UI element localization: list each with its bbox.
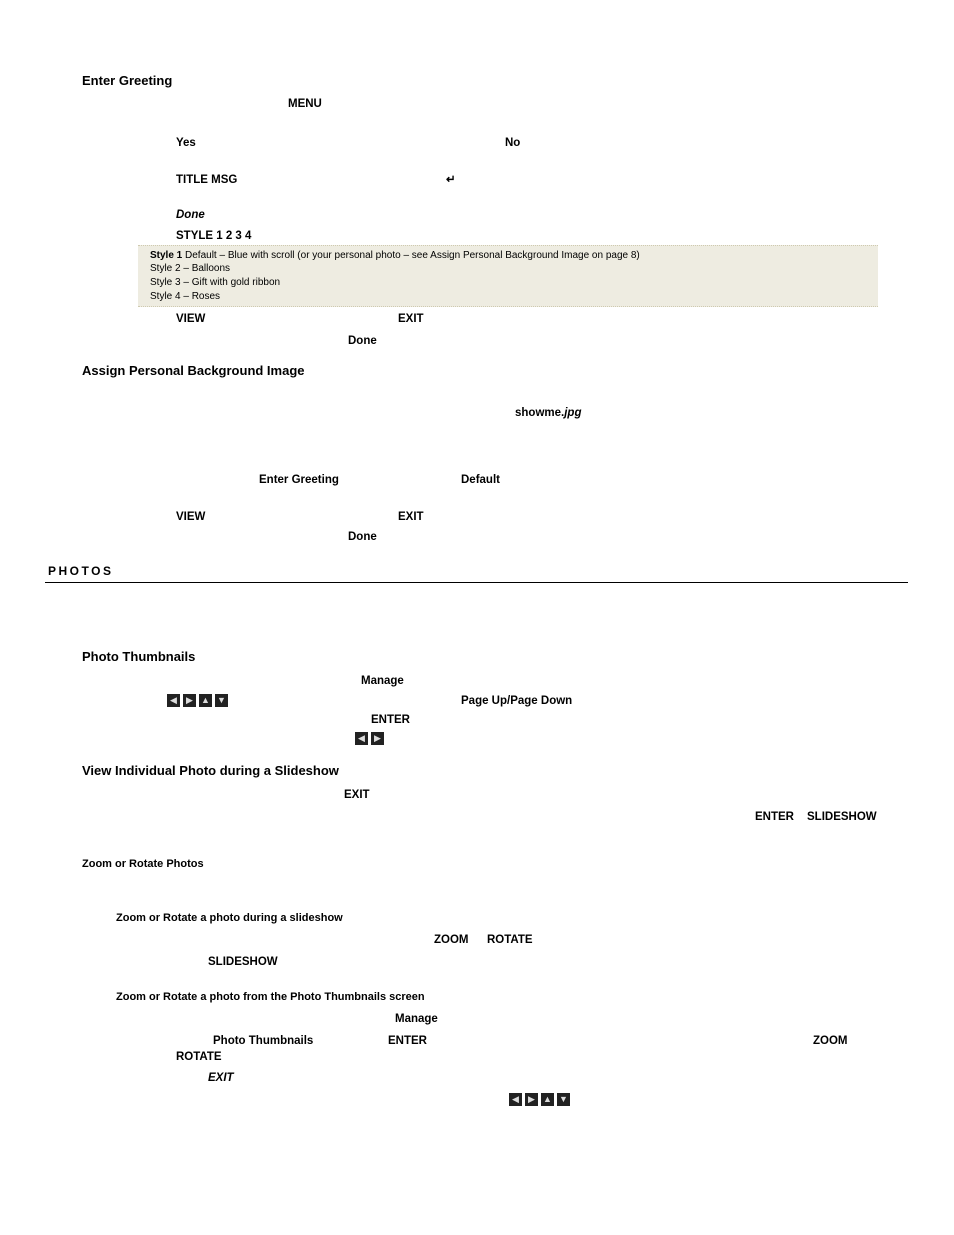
enter-greeting-label: Enter Greeting — [259, 474, 339, 486]
arrow-keys — [509, 1093, 570, 1106]
subheading-from-thumbnails: Zoom or Rotate a photo from the Photo Thumbnails screen — [116, 991, 425, 1003]
enter-key: ENTER — [388, 1035, 427, 1047]
down-arrow-icon: ▼ — [557, 1093, 570, 1106]
up-arrow-icon: ▲ — [541, 1093, 554, 1106]
arrow-keys — [355, 732, 384, 745]
rotate-key: ROTATE — [176, 1051, 222, 1063]
zoom-key: ZOOM — [813, 1035, 848, 1047]
done-label: Done — [348, 335, 377, 347]
no-label: No — [505, 137, 521, 149]
heading-background-image: Assign Personal Background Image — [82, 363, 305, 378]
left-arrow-icon: ◀ — [509, 1093, 522, 1106]
right-arrow-icon: ▶ — [525, 1093, 538, 1106]
photo-thumbnails-label: Photo Thumbnails — [213, 1035, 314, 1047]
exit-key: EXIT — [344, 789, 370, 801]
enter-key: ENTER — [371, 714, 410, 726]
done-label: Done — [348, 531, 377, 543]
heading-zoom-rotate: Zoom or Rotate Photos — [82, 858, 204, 870]
style-item: Style 1 Default – Blue with scroll (or your personal photo – see Assign Personal Background Image on page 8) — [150, 250, 640, 261]
zoom-key: ZOOM — [434, 934, 469, 946]
style-item: Style 4 – Roses — [150, 291, 221, 302]
exit-key: EXIT — [208, 1072, 234, 1084]
default-label: Default — [461, 474, 500, 486]
style-label: STYLE 1 2 3 4 — [176, 230, 252, 242]
heading-view-individual: View Individual Photo during a Slideshow — [82, 763, 339, 778]
style-item: Style 3 – Gift with gold ribbon — [150, 277, 281, 288]
slideshow-key: SLIDESHOW — [208, 956, 278, 968]
subheading-during-slideshow: Zoom or Rotate a photo during a slideshow — [116, 912, 343, 924]
heading-enter-greeting: Enter Greeting — [82, 73, 173, 88]
rotate-key: ROTATE — [487, 934, 533, 946]
view-key: VIEW — [176, 511, 206, 523]
style-item: Style 2 – Balloons — [150, 263, 231, 274]
page-up-down-label: Page Up/Page Down — [461, 695, 573, 707]
slideshow-key: SLIDESHOW — [807, 811, 877, 823]
left-arrow-icon: ◀ — [355, 732, 368, 745]
yes-label: Yes — [176, 137, 196, 149]
done-label: Done — [176, 209, 205, 221]
arrow-keys — [167, 694, 228, 707]
left-arrow-icon: ◀ — [167, 694, 180, 707]
menu-key: MENU — [288, 98, 322, 110]
right-arrow-icon: ▶ — [183, 694, 196, 707]
right-arrow-icon: ▶ — [371, 732, 384, 745]
title-msg-label: TITLE MSG — [176, 174, 238, 186]
manage-label: Manage — [395, 1013, 438, 1025]
view-key: VIEW — [176, 313, 206, 325]
up-arrow-icon: ▲ — [199, 694, 212, 707]
section-title-photos: PHOTOS — [48, 564, 114, 578]
styles-box — [138, 245, 878, 307]
exit-key: EXIT — [398, 511, 424, 523]
enter-key: ENTER — [755, 811, 794, 823]
section-divider — [45, 582, 908, 583]
exit-key: EXIT — [398, 313, 424, 325]
down-arrow-icon: ▼ — [215, 694, 228, 707]
file-name: showme.jpg — [515, 407, 582, 419]
enter-icon: ↵ — [446, 174, 456, 186]
heading-photo-thumbnails: Photo Thumbnails — [82, 649, 196, 664]
manage-label: Manage — [361, 675, 404, 687]
